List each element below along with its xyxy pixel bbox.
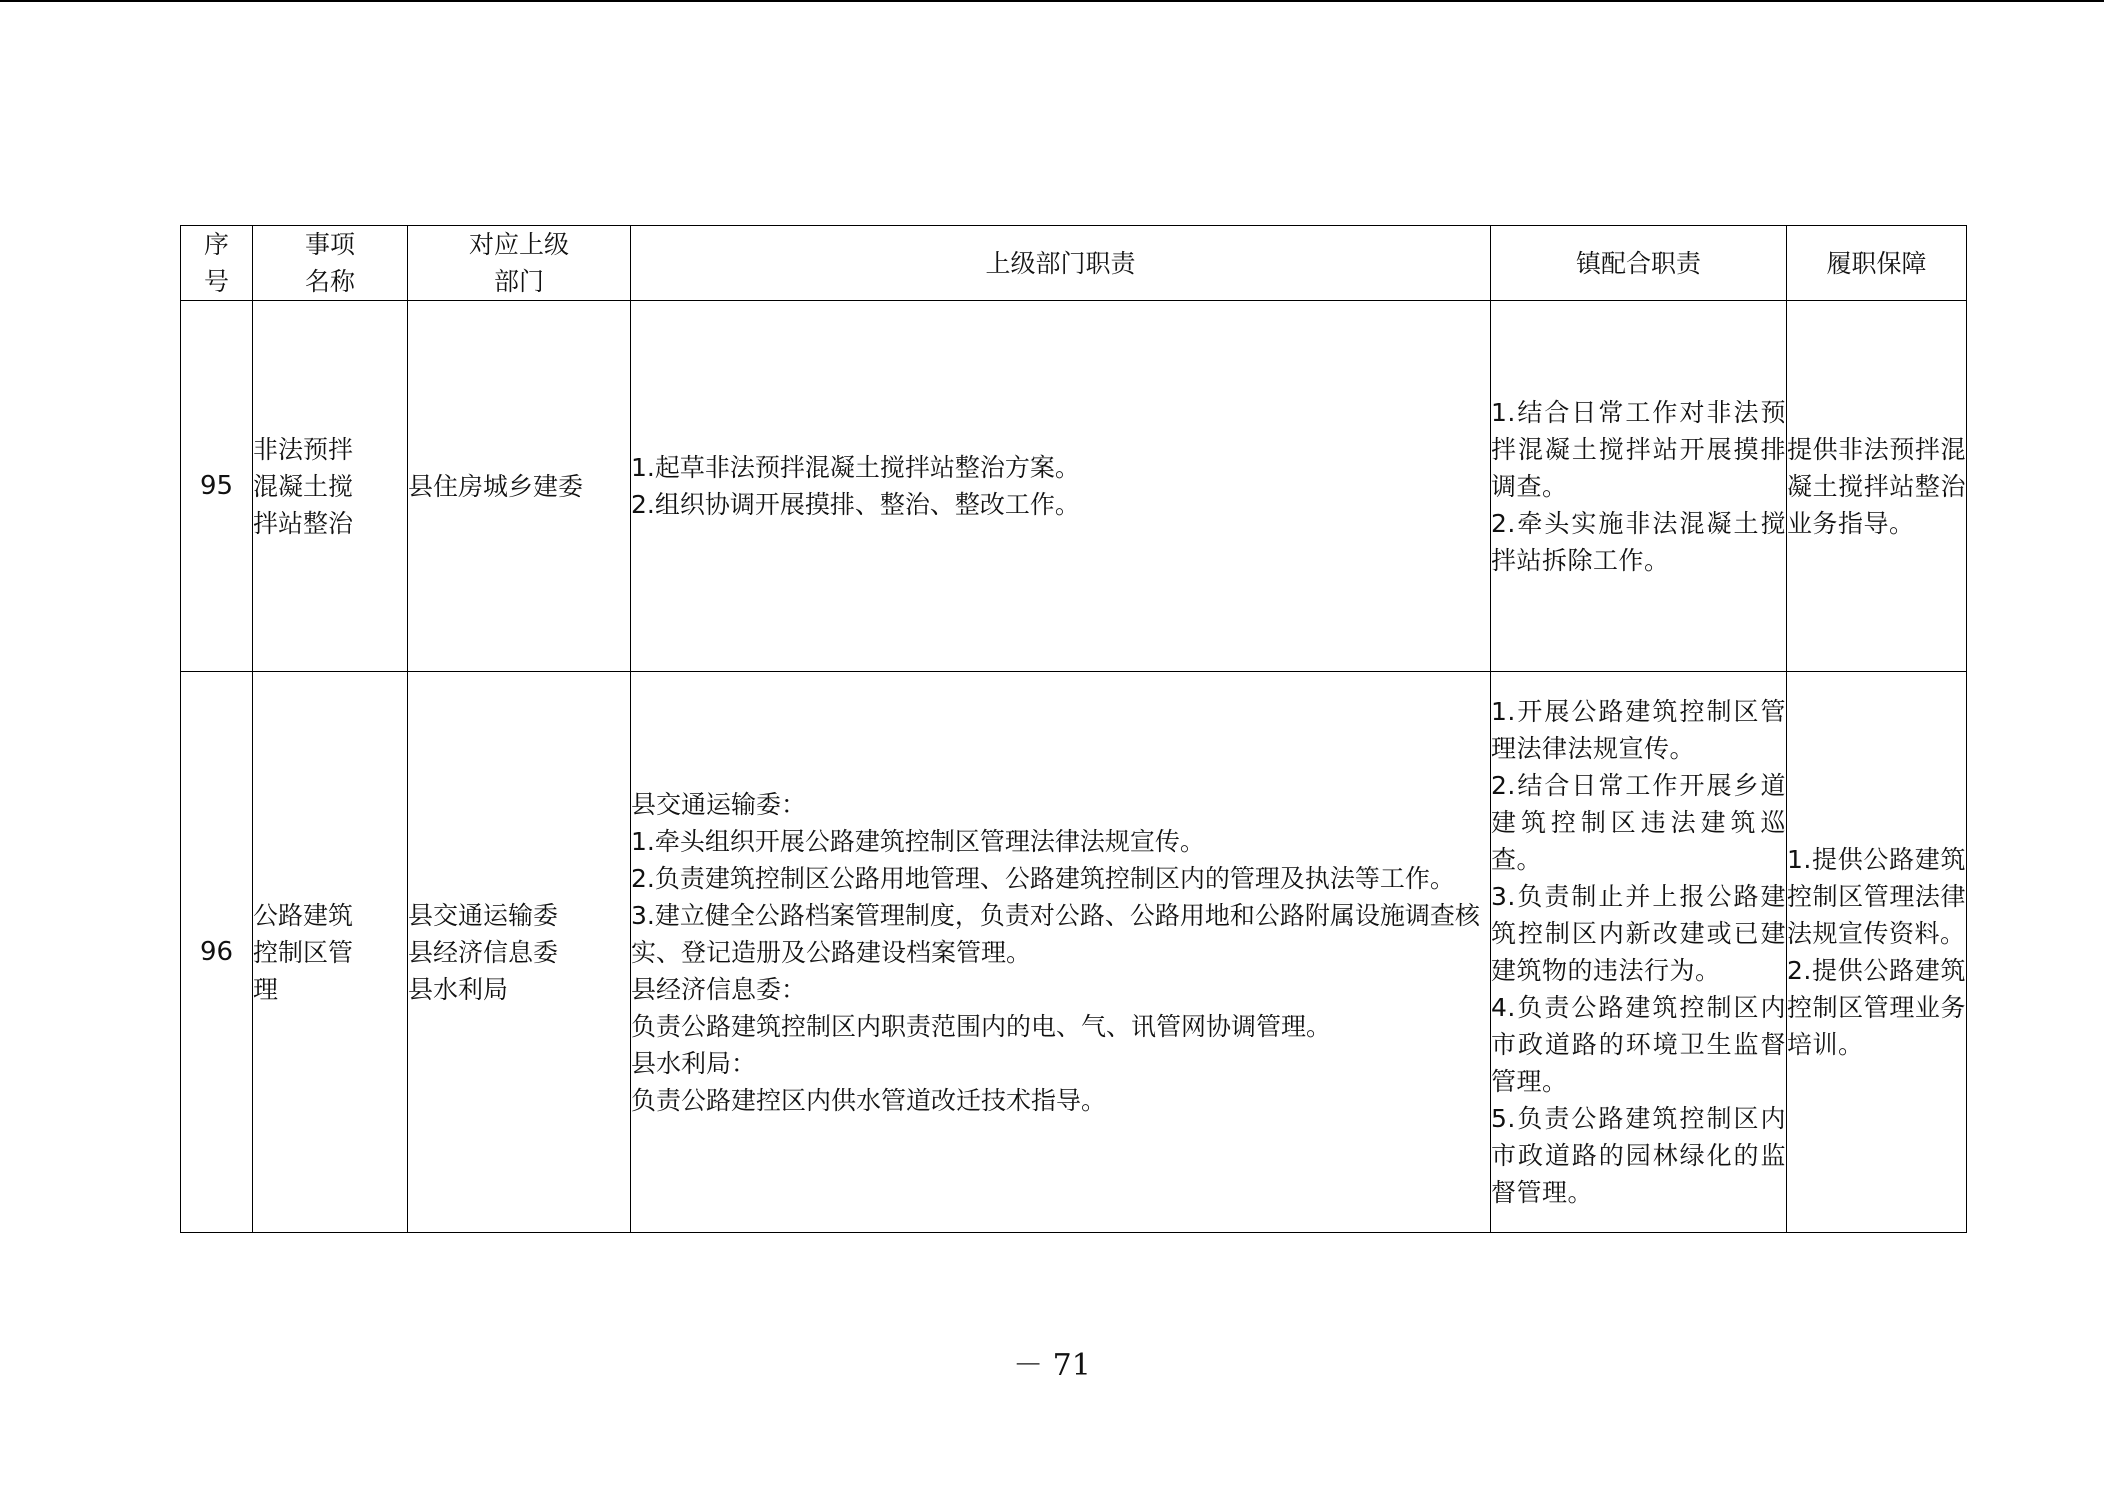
row-town-duty: 1.结合日常工作对非法预拌混凝土搅拌站开展摸排调查。 2.牵头实施非法混凝土搅拌站拆除工作。 bbox=[1491, 301, 1787, 672]
table-header-row bbox=[181, 226, 1967, 301]
row-upper-duty: 县交通运输委： 1.牵头组织开展公路建筑控制区管理法律法规宣传。 2.负责建筑控制区公路用地管理、公路建筑控制区内的管理及执法等工作。 3.建立健全公路档案管理制度，负责对公路、公路用地和公路附属设施调查核实、登记造册及公路建设档案管理。 县经济信息委： 负责公路建筑控制区内职责范围内的电、气、讯管网协调管理。 县水利局： 负责公路建控区内供水管道改迁技术指导。 bbox=[631, 672, 1491, 1233]
duty-table bbox=[180, 225, 1967, 1233]
row-upper-dept: 县住房城乡建委 bbox=[408, 301, 631, 672]
header-guarantee: 履职保障 bbox=[1787, 226, 1967, 301]
table-row bbox=[181, 301, 1967, 672]
row-seq: 96 bbox=[181, 672, 253, 1233]
page-number: － 71 bbox=[1013, 1348, 1091, 1383]
row-guarantee: 提供非法预拌混凝土搅拌站整治业务指导。 bbox=[1787, 301, 1967, 672]
header-town-duty: 镇配合职责 bbox=[1491, 226, 1787, 301]
top-border-line bbox=[0, 0, 2104, 2]
header-upper-dept: 对应上级 部门 bbox=[408, 226, 631, 301]
row-seq: 95 bbox=[181, 301, 253, 672]
row-upper-dept: 县交通运输委 县经济信息委 县水利局 bbox=[408, 672, 631, 1233]
row-upper-duty: 1.起草非法预拌混凝土搅拌站整治方案。 2.组织协调开展摸排、整治、整改工作。 bbox=[631, 301, 1491, 672]
row-guarantee: 1.提供公路建筑控制区管理法律法规宣传资料。 2.提供公路建筑控制区管理业务培训。 bbox=[1787, 672, 1967, 1233]
row-item-name: 公路建筑 控制区管 理 bbox=[253, 672, 408, 1233]
row-town-duty: 1.开展公路建筑控制区管理法律法规宣传。 2.结合日常工作开展乡道建筑控制区违法建筑巡查。 3.负责制止并上报公路建筑控制区内新改建或已建建筑物的违法行为。 4.负责公路建筑控制区内市政道路的环境卫生监督管理。 5.负责公路建筑控制区内市政道路的园林绿化的监督管理。 bbox=[1491, 672, 1787, 1233]
header-item-name: 事项 名称 bbox=[253, 226, 408, 301]
header-upper-duty: 上级部门职责 bbox=[631, 226, 1491, 301]
header-seq: 序 号 bbox=[181, 226, 253, 301]
row-item-name: 非法预拌 混凝土搅 拌站整治 bbox=[253, 301, 408, 672]
table-row bbox=[181, 672, 1967, 1233]
